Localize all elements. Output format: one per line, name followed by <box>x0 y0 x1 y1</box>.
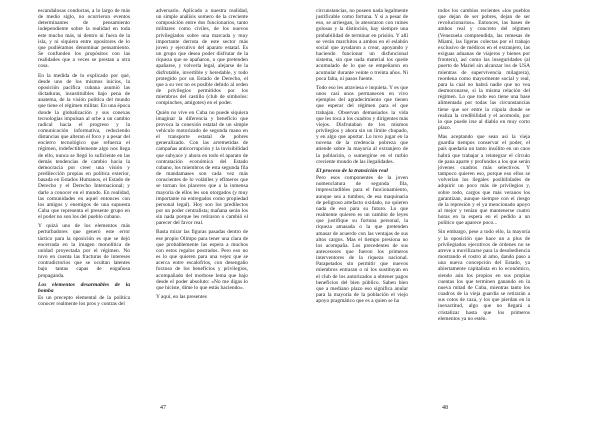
section-heading: El proceso de la transición real <box>316 167 388 174</box>
paragraph: Y aquí, en las presentes <box>156 294 207 301</box>
left-page-column-2 <box>156 8 248 400</box>
right-page-column-2 <box>438 8 530 400</box>
right-page <box>300 0 600 424</box>
paragraph: Todo eso les atraviesa e inquieta. Y es que unos casi unos permanecen en vivo ejemplos del agradecimiento que tienen que esperar del régimen para el que trabajan. Observan demasiados la vida que les toca a los cuadros y dirigentes más viejos. Disfrutaban de los mismos privilegios y ahora sin un límite chupado, y en algo que aportar. Lo tuvo jugar en la novena de la credencia pobreza que atiende sobre la mayoría al extranjero de la población, o sumergirse en el turbio creciente mundo de las ilegalidades. <box>316 84 408 165</box>
paragraph: circunstancias, no poseen nada legalmente justificable como fortuna. Y si a pesar de eso, se arriesgan, lo atesoraron con ruines golosas y la distinción, hay siempre una probabilidad de terminar en prisión. Y allí se verán marchitos a ambos en el eslabón social que ayudaron a crear, apoyando y haciendo funcionar un disfuncional sistema, sin que nada material los quede acumulado de lo que se empeñaron en acumular durante veinte o treinta años. Ni poca falta, ni pasos fuente. <box>316 8 408 82</box>
paragraph: adversario. Aplicado a nuestra realidad, un simple análisis somero de la creciente composición entre dos funcionarios, tanto militares como civiles, de los nuevos privilegiados sobre una marcada y muy importante derrota de este sector más joven y ejecutivo del aparato estatal. Es un grupo que desea poder disfrutar de la riqueza que se apañaron, o que pretenden apañarse, y volverla legal, alejarse de la disfrutable, invertible y heredable, y todo protegido por un Estado de Derecho, el que a su vez no es posible debido al orden de privilegios permitidos por los miembros del castillo (club de símbolos: compinches, amigotes) en el poder. <box>156 8 248 107</box>
paragraph: En la medida de lo explicado por qué, desde uno de los mismos inicios, la oposición pacífica cubana asumió las dictaduras, insustituibles bajo pena de anatema, de la visión política del mundo que tiene el régimen militar. En una época donde la globalización y sus conexas tecnologías impulsan al orbe a un cambio radical hacia el progreso y la comunicación informativa, reduciendo distancias que alteran el foco y a pesar del encierro tecnológico que refuerza el régimen, indefectiblemente algo nos llega de ello, nunca se llegó lo suficiente en las demás tendencias de cambio hacia la democracia por creer una visión y predilección propias en política exterior, basada en Estados Humanos, el Estado de Derecho y el Derecho Internacional; y darle a conocer en el mundo. En realidad, las comunidades en aquel entonces con los amigos y enemigos de una supuesta Cuba que representa el presente grupo en el poder no son los del pueblo cubano. <box>38 72 130 221</box>
page-number: 47 <box>160 405 166 411</box>
right-page-column-1 <box>316 8 408 400</box>
paragraph: Y quizá uno de los elementos más perturbadores que generó este error táctico para la oposición es que se dejó encerrada en la imagen monolítica de unidad proyectada por el régimen. No tuvo en cuenta las fracturas de intereses contradictorios que se ocultan latentes bajo tantas capas de engañosa propaganda. <box>38 223 130 279</box>
paragraph: Mas aceptando que sean así la vieja guardia tiempos conservar el poder, el país quedaría un tanto insólito en un caos habrá que trabajar a reintegrar el círculo de pana aparte y profundos a los que serán jóvenes cuadros más selectivos. Y tampoco quieren eso, porque eso ellos se volverían los ilegales posibilidades de adquirir un poco más de privilegios y, sobre todo, cargos que más veranos los garantizan, aunque siempre con el riesgo de la represión y el ya mencionado apoyo al mejor y tenían que mantenerse cuatro horas en la espera en el pedido a un político que aparece poco... <box>438 134 530 227</box>
paragraph: Es un precepto elemental de la política conocer realmente los pros y contras del <box>38 295 130 308</box>
paragraph: Pero esos componentes de la joven nomenclatura de segunda fila, imprescindibles para el funcionamiento, aunque sea a tumbos, de esa maquinaria de peligroso artefacto oxidado, no quieren nada de eso para su futuro. Lo que realmente quieren es un cambio de leyes que justifique su fortuna personal, la riqueza amasada o la que pretenden amasar de acuerdo con las ventajas de sus altos cargos. Mas el tiempo presiona no los acompaña. Los precedentes de sus antecesores que fueron los primeros interventores de la riqueza nacional. Parapetados sin permitir que nuevos miembros entraran o ni los sustituyan en el club de los autorizados a obtener pagos beneficios del bien público. Saben bien que a mediano plazo eso significa anular para la mayoría de la población el viejo apoyo pragmático que es a quien se ha <box>316 175 408 305</box>
left-page-column-1 <box>38 8 130 400</box>
paragraph: todos los cambios recientes «los pueblos que dejan de ser pobres, dejan de ser revolucionarios». Entonces, las bases de ambos real y concreto del régimen (Venezuela comprendida, las remesas de Miami, las ligeras colectas por el trabajo exclusivo de médicos en el extranjero, las exiguas aduanas de viajeros y bienes por frontera), así como las inseguridades (al puerto de Mariel sin alcanzar los de USA mientras de supervivencia milagrera), reordena como mayormente social y real, para la cual no habrá nadie que no vea desmoronarse, si la misma relación del régimen. Lo que todo eso tiene una base alimentada por todas las circunstancias tiene que ser entre la cúpula donde se realiza la credibilidad y el acomodo, por lo que puede irse al diablo en muy corto plazo. <box>438 8 530 131</box>
paragraph: escandalosas conductas, a lo largo de más de medio siglo, no ocurrieron eventos determinantes de pensamiento independiente sobre la realidad en toda este mucho más, ni dentro ni fuera de la isla, y ni siquiera entre opositores de lo que pudiéramos denominar pensamiento. Se confunden los propósitos con las realidades que a veces se prestan a otra cosa. <box>38 8 130 70</box>
paragraph: Sin embargo, pese a todo ello, la mayoría y la oposición que hace un a plus de privilegiados ejecutivos de órdenes no se atreve a movilizarse para la desobediencia mostrando el rostro al amo, dando paso a una nueva concepción del Estado, ya abiertamente capitalista en lo económico, siendo aún los propios en sus propias cuentas los que terminen ganando en la nueva mitad de Cuba, mientras tanto los cuadros de la vieja guardia se retirarán a sus cotos de caza, y los que pierdan en la inexactitud, algo que no llegará a cristalizar hasta que los primeros elementos ya no estén. <box>438 229 530 322</box>
paragraph: Basta mirar las figuras pasadas dentro de ese propio Olimpo para tener una clara de que probablemente las espera a muchos con estos regalos postrados. Pero eso no es lo que quieren para una vejez que se acerca entre escalofríos, con desengaño forzoso de los beneficios y privilegios, acompañado del morbose lema que bajo desde el poder absoluto: «No me digas lo que hiciste, dime lo que estás haciendo». <box>156 229 248 291</box>
page-number: 48 <box>442 405 448 411</box>
paragraph: Quién no vive en Cuba no puede siquiera imaginar la diferencia y beneficio que provoca la conexión estatal de un simple vehículo motorizado de segunda mano en el transporte estatal de pobres generalizado. Con las arremetidas de campañas anticorrupción y la invisibilidad que subyace y ahora en todo el aparato de contratación económica del Estado cubano, los miembros de esta segunda fila de mandamases son cada vez más conscientes de lo volátiles y efímeros que se tornan los placeres que a la inmensa mayoría de ellos les son otorgados (y muy importante no entregados como propiedad personal legal). Hoy son los predilectos por un poder centralista; mañana serán los sin nada porque les retiraron o cambió el parecer del favor real. <box>156 109 248 227</box>
section-heading: Los elementos desarmables de la bomba <box>38 281 130 294</box>
